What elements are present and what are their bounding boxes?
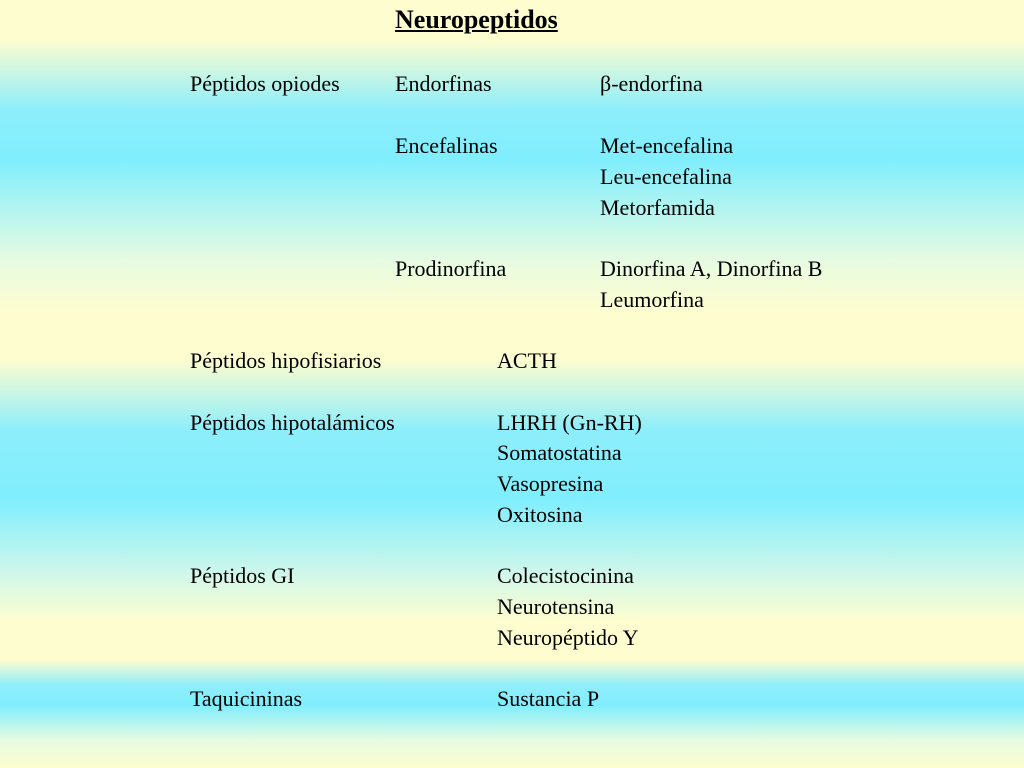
item-somatostatina: Somatostatina [497,440,622,465]
item-vasopresina: Vasopresina [497,471,604,496]
item-acth: ACTH [497,348,557,373]
category-gi: Péptidos GI [190,563,295,588]
item-colecistocinina: Colecistocinina [497,563,634,588]
item-sustancia-p: Sustancia P [497,686,600,711]
item-leu-encefalina: Leu-encefalina [600,164,732,189]
category-hipotalamicos: Péptidos hipotalámicos [190,410,395,435]
category-taquicininas: Taquicininas [190,686,303,711]
group-prodinorfina: Prodinorfina [395,256,507,281]
item-dinorfina: Dinorfina A, Dinorfina B [600,256,823,281]
item-lhrh: LHRH (Gn-RH) [497,410,642,435]
slide-title: Neuropeptidos [395,5,558,34]
category-opioides: Péptidos opiodes [190,71,340,96]
item-neurotensina: Neurotensina [497,594,615,619]
group-encefalinas: Encefalinas [395,133,498,158]
item-oxitosina: Oxitosina [497,502,583,527]
group-endorfinas: Endorfinas [395,71,492,96]
item-metorfamida: Metorfamida [600,195,715,220]
item-neuropeptido-y: Neuropéptido Y [497,625,639,650]
item-beta-endorfina: β-endorfina [600,71,703,96]
category-hipofisiarios: Péptidos hipofisiarios [190,348,382,373]
item-met-encefalina: Met-encefalina [600,133,734,158]
item-leumorfina: Leumorfina [600,287,704,312]
